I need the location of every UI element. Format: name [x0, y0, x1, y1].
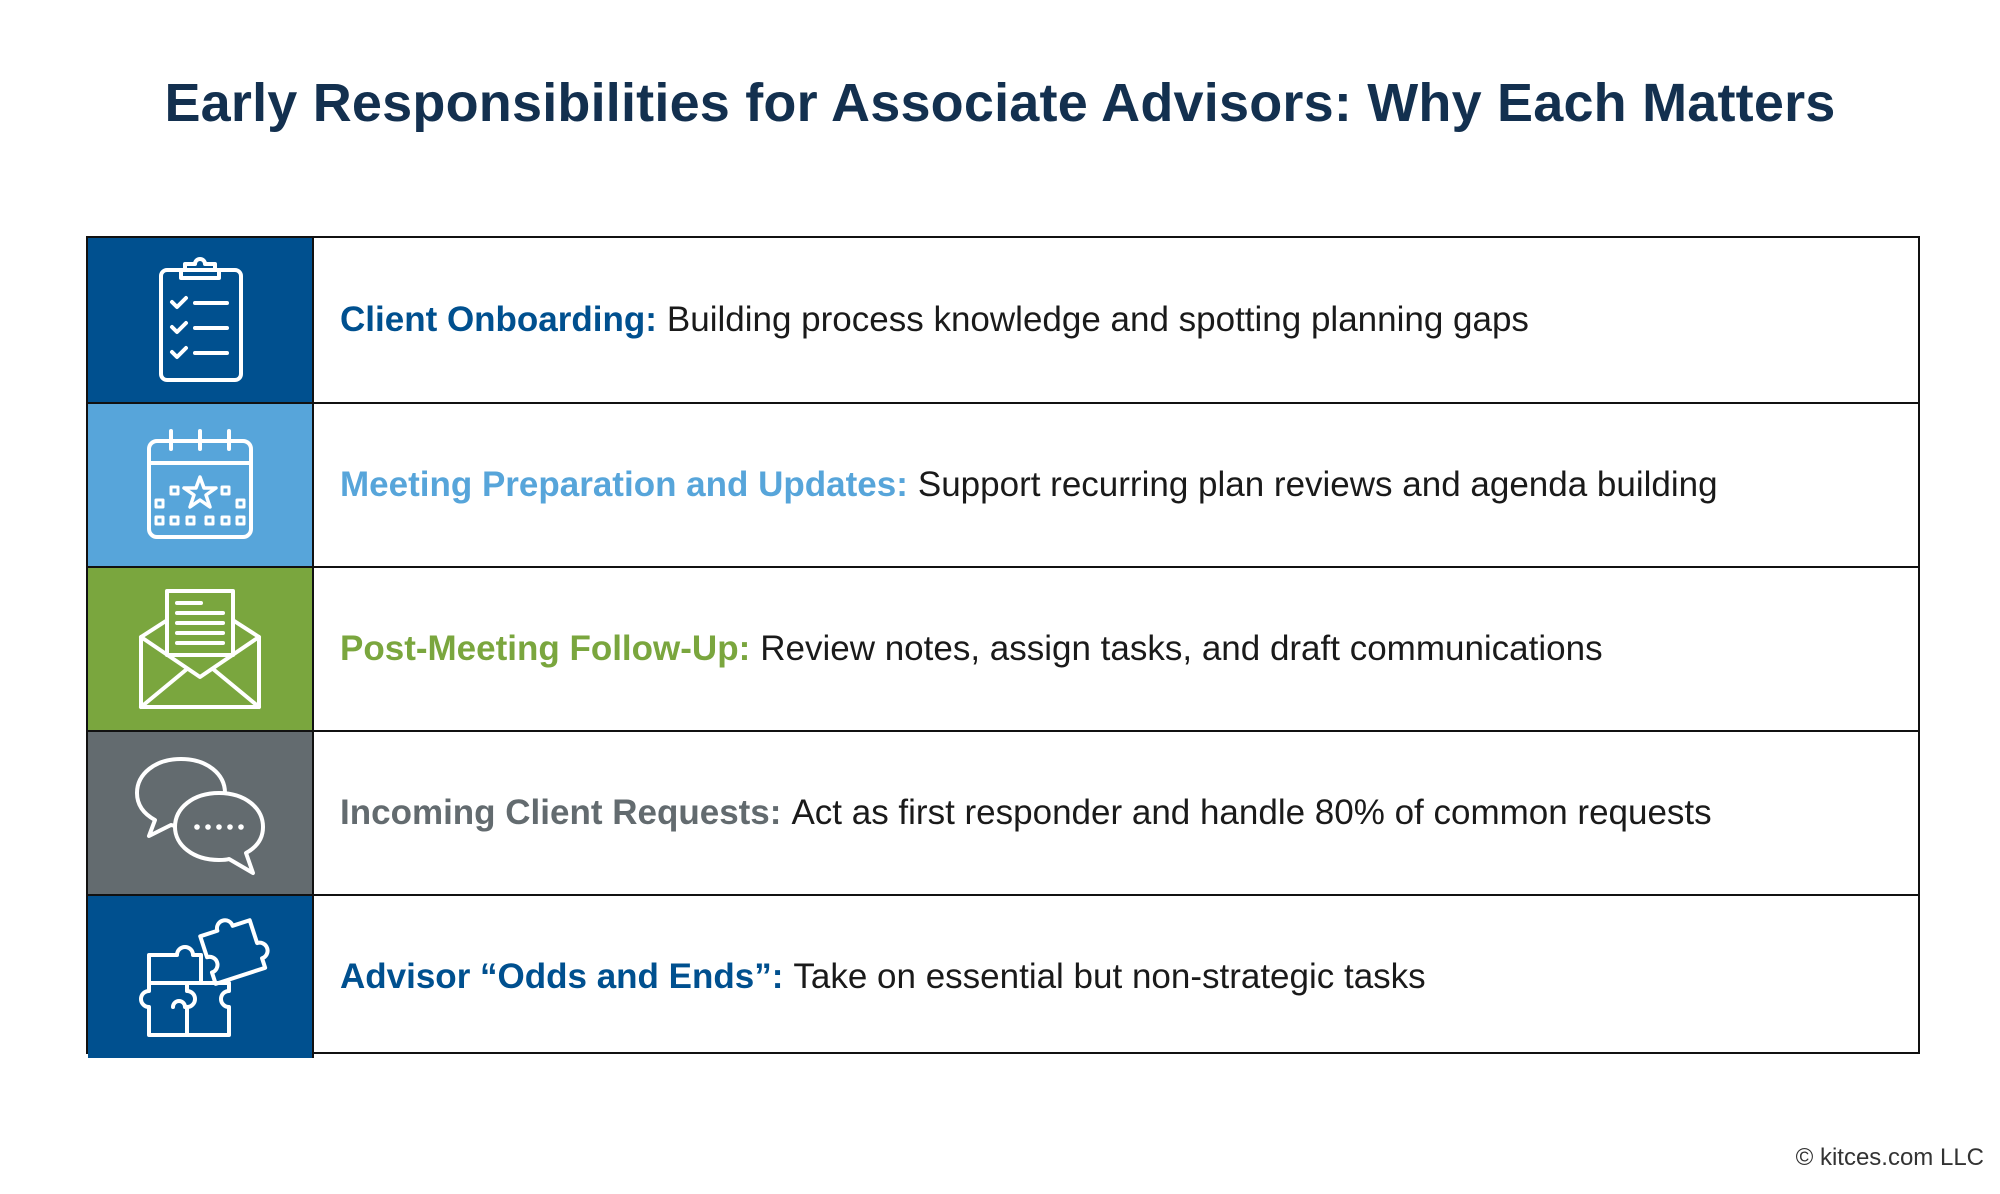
row-description: Act as first responder and handle 80% of common requests: [791, 793, 1712, 832]
icon-cell: [88, 896, 314, 1058]
puzzle-pieces-icon: [125, 907, 275, 1047]
calendar-star-icon: [125, 415, 275, 555]
page-title: Early Responsibilities for Associate Advisors: Why Each Matters: [164, 73, 1836, 133]
responsibilities-table: [86, 236, 1920, 1054]
table-row: [88, 238, 1918, 402]
row-label: Meeting Preparation and Updates:: [340, 465, 908, 504]
table-row: [88, 894, 1918, 1058]
chat-bubbles-icon: [125, 743, 275, 883]
row-description: Take on essential but non-strategic tasks: [793, 957, 1426, 996]
row-label: Incoming Client Requests:: [340, 793, 782, 832]
icon-cell: [88, 568, 314, 730]
row-label: Post-Meeting Follow-Up:: [340, 629, 751, 668]
table-row: [88, 402, 1918, 566]
row-text: [314, 732, 1918, 894]
row-text: [314, 896, 1918, 1058]
icon-cell: [88, 404, 314, 566]
row-description: Support recurring plan reviews and agenda building: [917, 465, 1718, 504]
row-text: [314, 238, 1918, 402]
icon-cell: [88, 732, 314, 894]
row-label: Advisor “Odds and Ends”:: [340, 957, 784, 996]
table-row: [88, 730, 1918, 894]
envelope-letter-icon: [125, 579, 275, 719]
row-description: Review notes, assign tasks, and draft communications: [760, 629, 1603, 668]
row-description: Building process knowledge and spotting planning gaps: [666, 300, 1529, 339]
row-text: [314, 404, 1918, 566]
row-label: Client Onboarding:: [340, 300, 657, 339]
clipboard-checklist-icon: [125, 250, 275, 390]
table-row: [88, 566, 1918, 730]
row-text: [314, 568, 1918, 730]
icon-cell: [88, 238, 314, 402]
copyright-footer: © kitces.com LLC: [1795, 1144, 1984, 1171]
